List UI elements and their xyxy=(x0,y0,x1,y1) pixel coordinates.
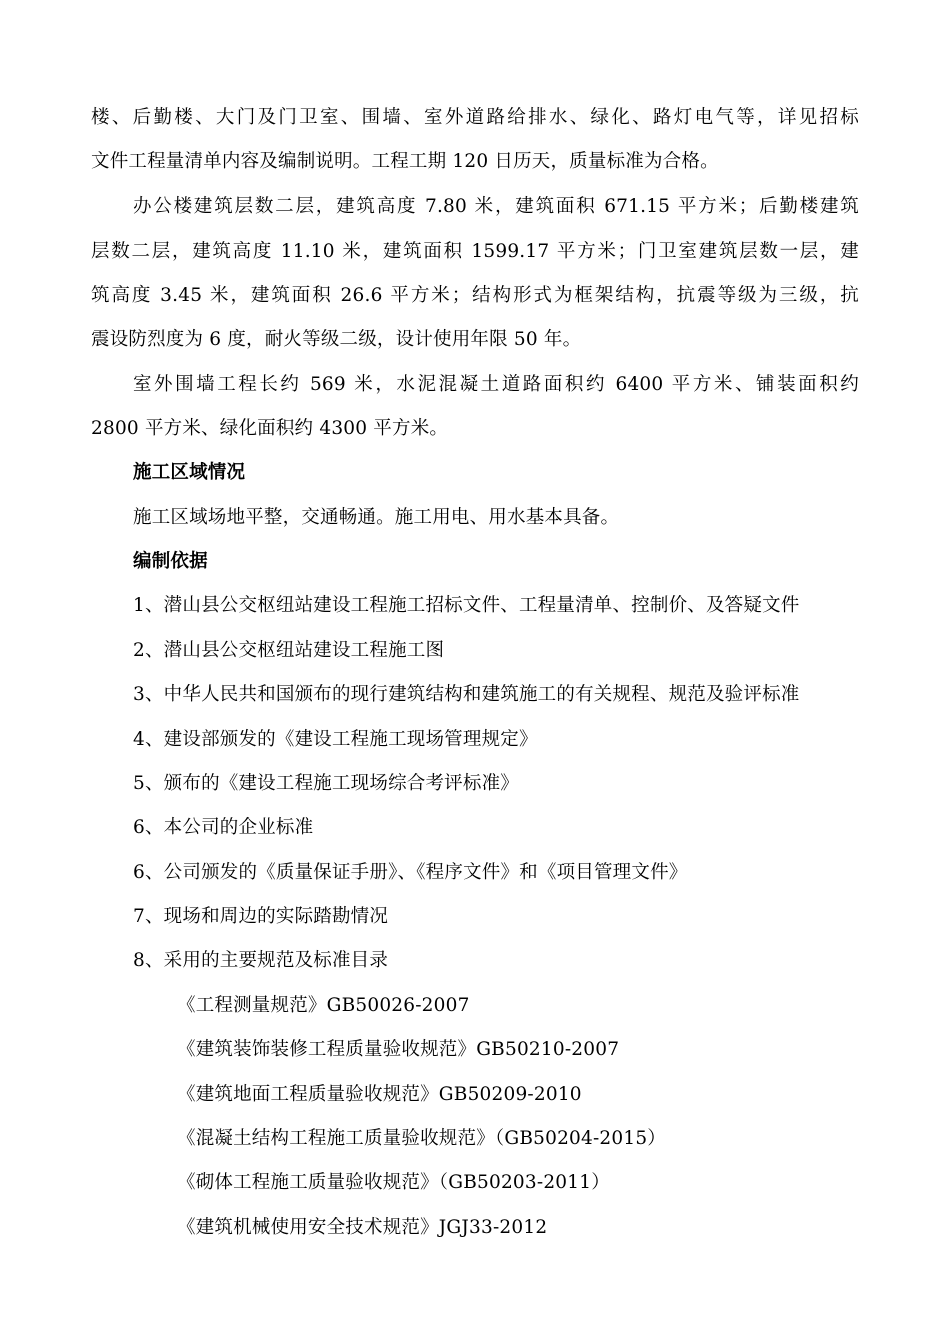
section-heading-basis: 编制依据 xyxy=(133,551,208,572)
basis-item: 7、现场和周边的实际踏勘情况 xyxy=(133,906,389,927)
standard-item: 《工程测量规范》GB50026-2007 xyxy=(177,995,470,1016)
paragraph-line: 室外围墙工程长约 569 米，水泥混凝土道路面积约 6400 平方米、铺装面积约 xyxy=(133,374,859,395)
basis-item: 6、本公司的企业标准 xyxy=(133,817,314,838)
standard-item: 《建筑地面工程质量验收规范》GB50209-2010 xyxy=(177,1084,582,1105)
basis-item: 1、潜山县公交枢纽站建设工程施工招标文件、工程量清单、控制价、及答疑文件 xyxy=(133,595,800,616)
standard-item: 《建筑装饰装修工程质量验收规范》GB50210-2007 xyxy=(177,1039,620,1060)
paragraph-line: 筑高度 3.45 米，建筑面积 26.6 平方米；结构形式为框架结构，抗震等级为三级，抗 xyxy=(91,285,859,306)
site-description: 施工区域场地平整，交通畅通。施工用电、用水基本具备。 xyxy=(133,507,620,528)
standard-item: 《混凝土结构工程施工质量验收规范》（GB50204-2015） xyxy=(177,1128,667,1149)
basis-item: 6、公司颁发的《质量保证手册》、《程序文件》和《项目管理文件》 xyxy=(133,862,688,883)
section-heading-site: 施工区域情况 xyxy=(133,462,246,483)
paragraph-line: 文件工程量清单内容及编制说明。工程工期 120 日历天，质量标准为合格。 xyxy=(91,151,719,172)
basis-item: 5、颁布的《建设工程施工现场综合考评标准》 xyxy=(133,773,519,794)
standard-item: 《建筑机械使用安全技术规范》JGJ33-2012 xyxy=(177,1217,548,1238)
paragraph-line: 层数二层，建筑高度 11.10 米，建筑面积 1599.17 平方米；门卫室建筑层数一层，建 xyxy=(91,241,859,262)
standard-item: 《砌体工程施工质量验收规范》（GB50203-2011） xyxy=(177,1172,610,1193)
paragraph-line: 2800 平方米、绿化面积约 4300 平方米。 xyxy=(91,418,449,439)
basis-item: 2、潜山县公交枢纽站建设工程施工图 xyxy=(133,640,445,661)
basis-item: 8、采用的主要规范及标准目录 xyxy=(133,950,389,971)
paragraph-line: 震设防烈度为 6 度，耐火等级二级，设计使用年限 50 年。 xyxy=(91,329,582,350)
paragraph-line: 办公楼建筑层数二层，建筑高度 7.80 米，建筑面积 671.15 平方米；后勤楼建筑 xyxy=(133,196,859,217)
basis-item: 4、建设部颁发的《建设工程施工现场管理规定》 xyxy=(133,729,538,750)
basis-item: 3、中华人民共和国颁布的现行建筑结构和建筑施工的有关规程、规范及验评标准 xyxy=(133,684,800,705)
paragraph-line: 楼、后勤楼、大门及门卫室、围墙、室外道路给排水、绿化、路灯电气等，详见招标 xyxy=(91,107,859,128)
